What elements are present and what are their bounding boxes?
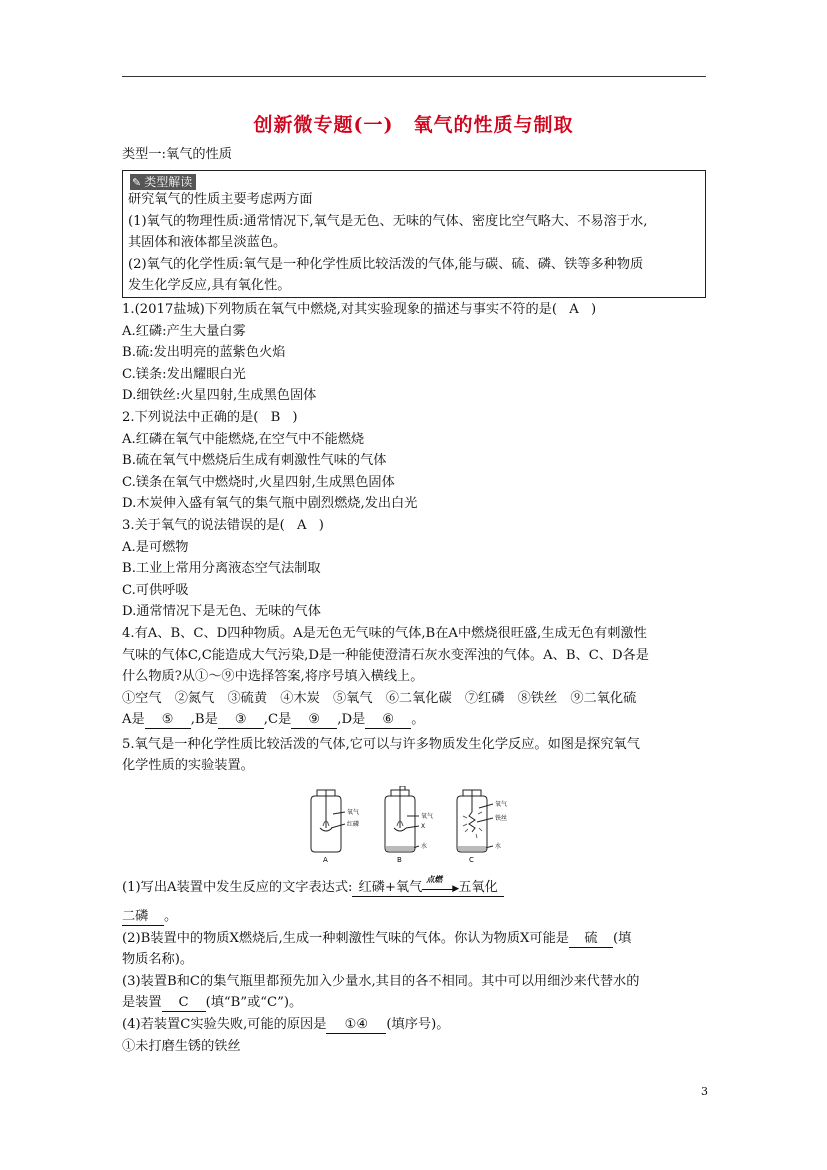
label-x: X [421,823,426,830]
label-oxygen-b: 氧气 [421,813,434,820]
q3-option-d: D.通常情况下是无色、无味的气体 [122,604,321,619]
q4-line2: 气味的气体C,C能造成大气污染,D是一种能使澄清石灰水变浑浊的气体。A、B、C、D各是 [122,648,649,663]
label-c: C [469,856,474,864]
q5-line1: 5.氧气是一种化学性质比较活泼的气体,它可以与许多物质发生化学反应。如图是探究氧气 [122,737,640,752]
q4-line1: 4.有A、B、C、D四种物质。A是无色无气味的气体,B在A中燃烧很旺盛,生成无色有刺激性 [122,626,647,641]
type-heading: 类型一:氧气的性质 [122,147,232,162]
experiment-figure [303,786,523,864]
q2-option-a: A.红磷在氧气中能燃烧,在空气中不能燃烧 [122,432,365,447]
q4-choices: ①空气 ②氮气 ③硫黄 ④木炭 ⑤氧气 ⑥二氧化碳 ⑦红磷 ⑧铁丝 ⑨二氧化硫 [122,691,637,706]
q5-sub1-prefix: (1)写出A装置中发生反应的文字表达式: [122,880,353,895]
label-oxygen-a: 氧气 [347,809,360,816]
q5-sub4-pre: (4)若装置C实验失败,可能的原因是 [122,1017,327,1032]
arrow-shaft [422,889,454,890]
q5-sub2-post: (填 [612,931,632,946]
q2-option-d: D.木炭伸入盛有氧气的集气瓶中剧烈燃烧,发出白光 [122,496,418,511]
q2-option-b: B.硫在氧气中燃烧后生成有刺激性气味的气体 [122,453,387,468]
q1-option-a: A.红磷:产生大量白雾 [122,324,246,339]
q5-sub4 [122,1014,449,1036]
box-chemical-line2: 发生化学反应,具有氧化性。 [128,278,291,293]
label-water-b: 水 [421,843,428,850]
q2-stem [122,407,298,429]
q4-line3: 什么物质?从①～⑨中选择答案,将序号填入横线上。 [122,669,424,684]
pencil-icon: ✎ [132,176,142,189]
water-c [458,846,486,851]
q2-option-c: C.镁条在氧气中燃烧时,火星四射,生成黑色固体 [122,475,395,490]
label-iron-wire: 铁丝 [495,815,508,822]
sparks-icon [463,812,482,838]
q4-d-label: ,D是 [337,712,366,727]
page-number: 3 [701,1085,708,1098]
q2-close: ) [292,410,298,425]
reaction-arrow [422,873,460,896]
q1-close: ) [591,302,597,317]
box-chemical-line1: (2)氧气的化学性质:氧气是一种化学性质比较活泼的气体,能与碳、硫、磷、铁等多种物质 [128,257,644,272]
q4-c-label: ,C是 [263,712,292,727]
q3-option-b: B.工业上常用分离液态空气法制取 [122,561,321,576]
q5-sub4-answer: ①④ [326,1016,386,1034]
header-rule [122,76,706,77]
q4-b-label: ,B是 [190,712,218,727]
q5-sub1-answer-cont: 二磷 [122,908,164,926]
q3-stem [122,515,324,537]
q1-stem-text: 1.(2017盐城)下列物质在氧气中燃烧,对其实验现象的描述与事实不符的是( [122,302,558,317]
q5-sub1-answer-left: 红磷+氧气 [358,880,423,895]
label-a: A [323,856,328,864]
label-oxygen-c: 氧气 [495,801,508,808]
apparatus-a [311,790,345,852]
q5-sub3-line1: (3)装置B和C的集气瓶里都预先加入少量水,其目的各不相同。其中可以用细沙来代替水的 [122,974,640,989]
q5-line2: 化学性质的实验装置。 [122,758,254,773]
q5-sub1 [122,873,504,899]
q5-sub3-answer: C [162,994,206,1012]
box-physical-line2: 其固体和液体都呈淡蓝色。 [128,235,287,250]
q4-answers [122,709,424,731]
q4-d-blank: ⑥ [365,711,411,729]
q5-sub1-cont [122,906,177,928]
q5-sub3-pre: 是装置 [122,995,162,1010]
q5-sub2-pre: (2)B装置中的物质X燃烧后,生成一种刺激性气味的气体。你认为物质X可能是 [122,931,569,946]
apparatus-b [385,786,419,852]
page-title: 创新微专题(一) 氧气的性质与制取 [253,114,574,136]
label-red-phosphorus: 红磷 [347,821,360,828]
type-badge [130,174,196,190]
q1-option-d: D.细铁丝:火星四射,生成黑色固体 [122,388,317,403]
q5-sub1-answer [352,873,503,897]
type-explanation-box [122,170,706,298]
reaction-condition: 点燃 [426,873,443,884]
q5-sub3-line2 [122,992,302,1014]
q3-option-a: A.是可燃物 [122,540,189,555]
q5-sub1-answer-right: 五氧化 [458,880,498,895]
q4-b-blank: ③ [218,711,264,729]
arrow-head-icon: ▶ [452,883,460,894]
q4-a-label: A是 [122,712,145,727]
q5-sub4-option1: ①未打磨生锈的铁丝 [122,1039,241,1054]
badge-label: 类型解读 [144,175,193,189]
box-physical-line1: (1)氧气的物理性质:通常情况下,氧气是无色、无味的气体、密度比空气略大、不易溶于水, [128,214,648,229]
q1-option-c: C.镁条:发出耀眼白光 [122,367,246,382]
q4-a-blank: ⑤ [145,711,191,729]
q3-close: ) [318,518,324,533]
q4-c-blank: ⑨ [291,711,337,729]
q3-stem-text: 3.关于氧气的说法错误的是( [122,518,285,533]
q5-sub4-post: (填序号)。 [386,1017,450,1032]
q4-end: 。 [411,712,425,727]
apparatus-c [457,790,493,852]
q3-option-c: C.可供呼吸 [122,583,189,598]
label-water-c: 水 [495,843,502,850]
water-b [386,846,414,851]
q1-stem [122,299,596,321]
q5-sub3-post: (填“B”或“C”)。 [205,995,303,1010]
q3-answer: A [297,518,307,533]
label-b: B [397,856,402,864]
q1-answer: A [569,302,579,317]
q1-option-b: B.硫:发出明亮的蓝紫色火焰 [122,345,286,360]
q2-answer: B [270,410,281,425]
q5-sub2 [122,928,631,950]
q5-sub2-line2: 物质名称)。 [122,952,194,967]
q5-sub1-end: 。 [164,909,178,924]
q5-sub2-answer: 硫 [569,930,613,948]
q2-stem-text: 2.下列说法中正确的是( [122,410,259,425]
box-intro: 研究氧气的性质主要考虑两方面 [128,192,313,207]
